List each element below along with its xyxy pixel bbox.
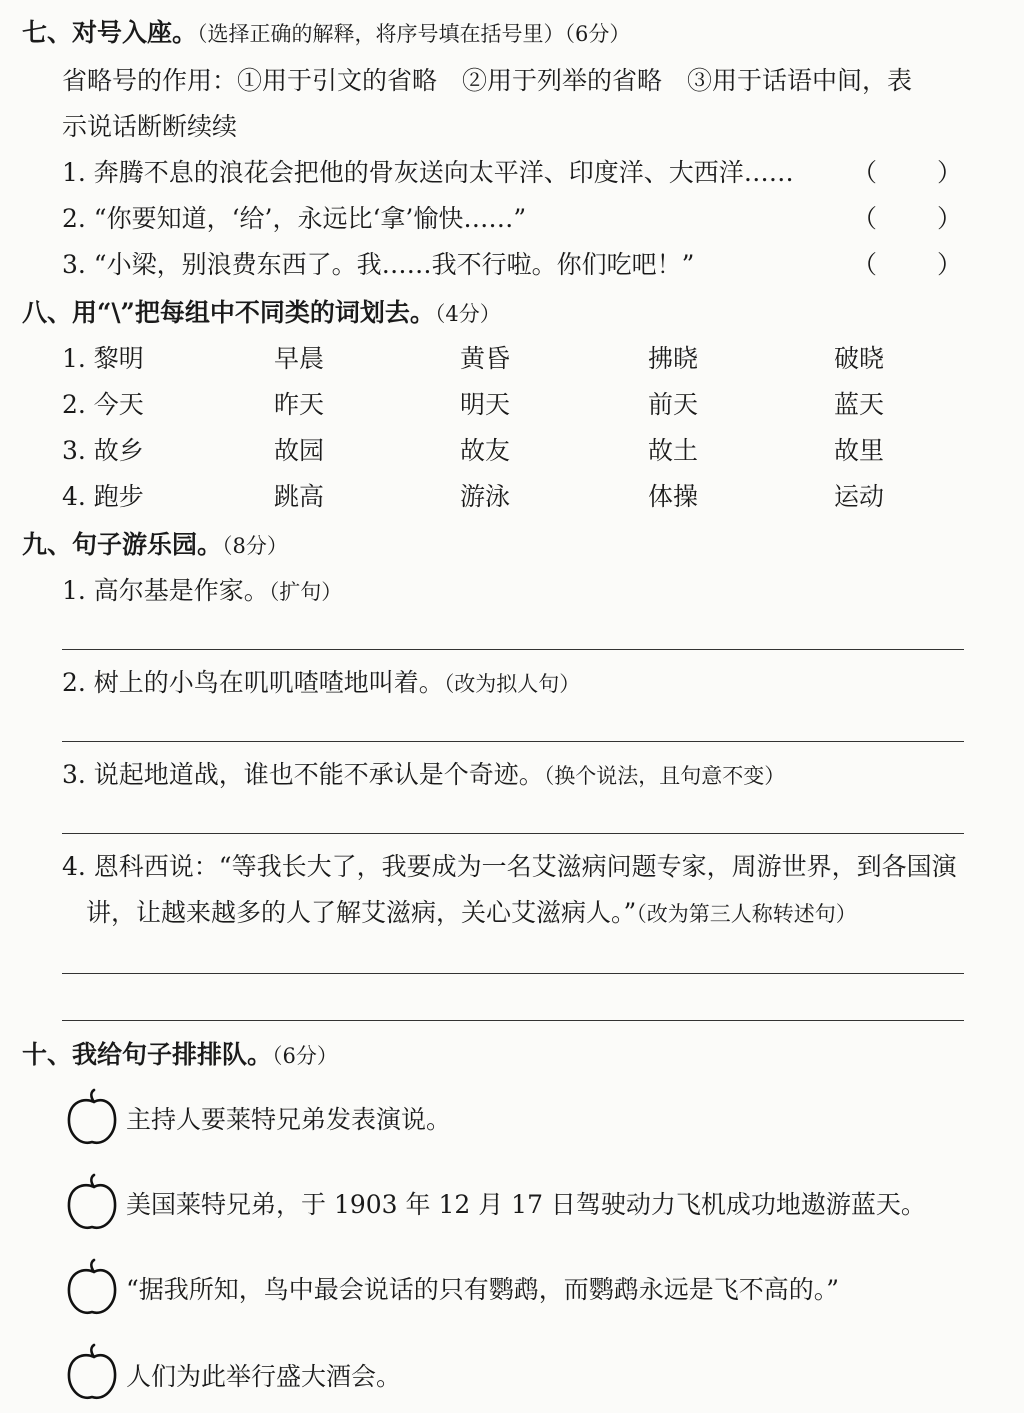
question-3-hint: （换个说法，且句意不变） [543,764,786,788]
word-3-1[interactable]: 3. 故乡 [62,436,144,465]
question-4-hint: （改为第三人称转述句） [636,902,857,926]
word-2-5[interactable]: 蓝天 [834,390,885,419]
section-9-heading: 九、句子游乐园。 [22,530,223,559]
section-9-question-2: 2. 树上的小鸟在叽叽喳喳地叫着。（改为拟人句） [62,668,581,697]
section-7-item-1: 1. 奔腾不息的浪花会把他的骨灰送向太平洋、印度洋、大西洋…… [62,158,794,187]
section-10-heading: 十、我给句子排排队。 [22,1040,273,1069]
section-9-note: （8分） [222,534,288,558]
answer-line-2[interactable] [62,741,964,742]
apple-icon[interactable] [64,1258,120,1318]
word-4-2[interactable]: 跳高 [274,482,325,511]
word-1-1[interactable]: 1. 黎明 [62,344,144,373]
word-2-3[interactable]: 明天 [460,390,511,419]
apple-icon[interactable] [64,1173,120,1233]
section-9-question-4-line-2: 讲，让越来越多的人了解艾滋病，关心艾滋病人。”（改为第三人称转述句） [86,898,857,927]
section-7-definition-line-1: 省略号的作用：①用于引文的省略 ②用于列举的省略 ③用于话语中间，表 [62,66,913,95]
word-3-2[interactable]: 故园 [274,436,325,465]
word-2-1[interactable]: 2. 今天 [62,390,144,419]
answer-line-3[interactable] [62,833,964,834]
section-7-title [22,18,630,49]
word-2-2[interactable]: 昨天 [274,390,325,419]
section-7-note: （选择正确的解释，将序号填在括号里）（6分） [197,22,631,46]
section-10-note: （6分） [272,1044,338,1068]
word-1-4[interactable]: 拂晓 [648,344,699,373]
sentence-1: 主持人要莱特兄弟发表演说。 [126,1105,452,1134]
section-7-definition-line-2: 示说话断断续续 [62,112,238,141]
section-7-heading: 七、对号入座。 [22,18,198,47]
answer-line-1[interactable] [62,649,964,650]
word-3-4[interactable]: 故土 [648,436,699,465]
word-3-3[interactable]: 故友 [460,436,511,465]
word-4-3[interactable]: 游泳 [460,482,511,511]
word-3-5[interactable]: 故里 [834,436,885,465]
sentence-4: 人们为此举行盛大酒会。 [126,1362,402,1391]
question-2-hint: （改为拟人句） [443,672,581,696]
apple-icon[interactable] [64,1343,120,1403]
word-1-5[interactable]: 破晓 [834,344,885,373]
section-7-item-2: 2. “你要知道，‘给’，永远比‘拿’愉快……” [62,204,527,233]
section-8-note: （4分） [434,302,501,326]
sentence-3: “据我所知，鸟中最会说话的只有鹦鹉，而鹦鹉永远是飞不高的。” [126,1275,840,1304]
section-9-question-3: 3. 说起地道战，谁也不能不承认是个奇迹。（换个说法，且句意不变） [62,760,786,789]
section-8-title [22,298,501,329]
word-1-3[interactable]: 黄昏 [460,344,511,373]
worksheet-page: 七、对号入座。（选择正确的解释，将序号填在括号里）（6分） 省略号的作用：①用于引文的省略 ②用于列举的省略 ③用于话语中间，表 示说话断断续续 1. 奔腾不息的浪花会把他的骨灰送向太平洋、印度洋、大西洋…… （ ） 2. “你要知道，‘给’，永远比‘拿’愉快……” （ ） 3. “小梁，别浪费东西了。我……我不行啦。你们吃吧！” （ ） 八、用“\”把每组中不同类的词划去。（4分） 1. 黎明 早晨 黄昏 拂晓 破晓 2. 今天 昨天 明天 前天 蓝天 3. 故乡 故园 故友 故土 故里 4. 跑步 跳高 游泳 体操 运动 九、句子游乐园。（8分） 1. 高尔基是作家。（扩句） 2. 树上的小鸟在叽叽喳喳地叫着。（改为拟人句） 3. 说起地道战，谁也不能不承认是个奇迹。（换个说法，且句意不变） 4. 恩科西说：“等我长大了，我要成为一名艾滋病问题专家，周游世界，到各国演 讲，让越来越多的人了解艾滋病，关心艾滋病人。”（改为第三人称转述句） 十、我给句子排排队。（6分） 主持人要莱特兄弟发表演说。 美国莱特兄弟，于 1903 年 12 月 17 日驾驶动力飞机成功地遨游蓝天。 “据我所知，鸟中最会说话的只有鹦鹉，而鹦鹉永远是飞不高的。” 人们为此举行盛大酒会。 [0,0,1024,1413]
word-4-4[interactable]: 体操 [648,482,699,511]
section-10-title [22,1040,338,1071]
word-1-2[interactable]: 早晨 [274,344,325,373]
sentence-2: 美国莱特兄弟，于 1903 年 12 月 17 日驾驶动力飞机成功地遨游蓝天。 [126,1190,926,1219]
section-9-question-4-line-1: 4. 恩科西说：“等我长大了，我要成为一名艾滋病问题专家，周游世界，到各国演 [62,852,957,881]
section-9-question-1: 1. 高尔基是作家。（扩句） [62,576,343,605]
answer-line-4a[interactable] [62,973,964,974]
word-4-1[interactable]: 4. 跑步 [62,482,144,511]
word-4-5[interactable]: 运动 [834,482,885,511]
section-8-heading: 八、用“\”把每组中不同类的词划去。 [22,298,435,327]
word-2-4[interactable]: 前天 [648,390,699,419]
section-9-title [22,530,288,561]
answer-line-4b[interactable] [62,1020,964,1021]
question-1-hint: （扩句） [268,580,343,604]
apple-icon[interactable] [64,1088,120,1148]
section-7-item-3: 3. “小梁，别浪费东西了。我……我不行啦。你们吃吧！” [62,250,695,279]
